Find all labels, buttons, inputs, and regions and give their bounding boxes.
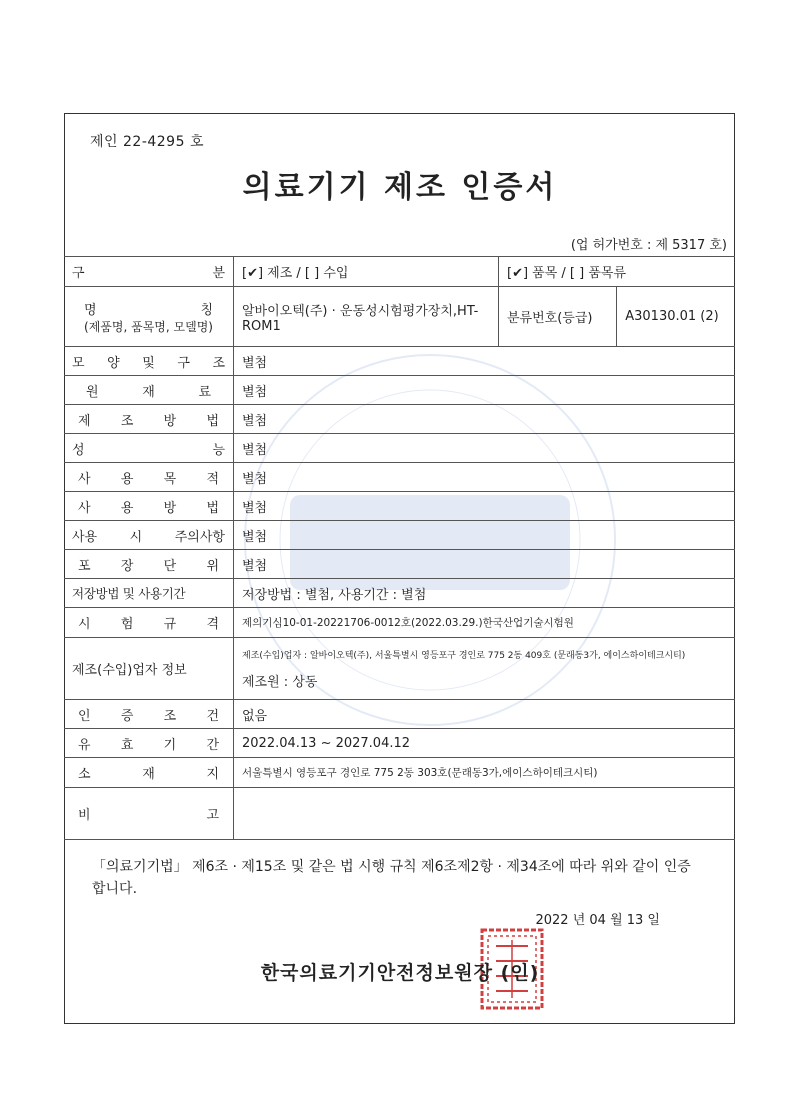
table-row — [64, 463, 735, 492]
item-checkbox-group: [✔] 품목 / [ ] 품목류 — [499, 257, 736, 287]
manufacture-checkbox-group: [✔] 제조 / [ ] 수입 — [234, 257, 499, 287]
row-label: 시 험 규 격 — [64, 608, 234, 638]
row-value: 별첨 — [234, 550, 736, 579]
row-label: 사 용 방 법 — [64, 492, 234, 521]
conditions-value: 없음 — [234, 700, 736, 729]
table-row — [64, 376, 735, 405]
manufacturer-line: 제조(수입)업자 : 알바이오텍(주), 서울특별시 영등포구 경인로 775 2동 409호 (문래동3가, 에이스하이테크시티) — [242, 650, 686, 661]
table-row-category — [64, 257, 735, 287]
certificate-number: 제인 22-4295 호 — [90, 134, 204, 150]
row-label: 사용 시 주의사항 — [64, 521, 234, 550]
row-value: 별첨 — [234, 492, 736, 521]
table-row — [64, 347, 735, 376]
row-value: 제의기심10-01-20221706-0012호(2022.03.29.)한국산업기술시험원 — [234, 608, 736, 638]
row-value: 별첨 — [234, 405, 736, 434]
table-row — [64, 788, 735, 840]
table-row — [64, 550, 735, 579]
row-label: 포 장 단 위 — [64, 550, 234, 579]
issue-date: 2022 년 04 월 13 일 — [535, 913, 660, 928]
table-row — [64, 492, 735, 521]
row-label: 유 효 기 간 — [64, 729, 234, 758]
row-label: 소 재 지 — [64, 758, 234, 788]
row-label: 인 증 조 건 — [64, 700, 234, 729]
row-value: 별첨 — [234, 521, 736, 550]
validity-value: 2022.04.13 ~ 2027.04.12 — [234, 729, 736, 758]
product-name-value: 알바이오텍(주) · 운동성시험평가장치,HT-ROM1 — [234, 287, 499, 347]
table-row — [64, 729, 735, 758]
permit-number: (업 허가번호 : 제 5317 호) — [570, 238, 727, 253]
table-row-name — [64, 287, 735, 347]
row-label: 모 양 및 구 조 — [64, 347, 234, 376]
certification-statement: 「의료기기법」 제6조 · 제15조 및 같은 법 시행 규칙 제6조제2항 · 제34조에 따라 위와 같이 인증합니다. — [92, 859, 691, 897]
certificate-table — [64, 256, 735, 840]
table-row — [64, 579, 735, 608]
table-row — [64, 608, 735, 638]
row-value: 별첨 — [234, 434, 736, 463]
row-value: 별첨 — [234, 347, 736, 376]
row-label: 성 능 — [64, 434, 234, 463]
table-row — [64, 758, 735, 788]
issuer-name: 한국의료기기안전정보원장 (인) — [260, 962, 540, 984]
label-manufacturer: 제조(수입)업자 정보 — [64, 638, 234, 700]
maker-line: 제조원 : 상동 — [242, 674, 318, 690]
row-label: 비 고 — [64, 788, 234, 840]
row-label: 제 조 방 법 — [64, 405, 234, 434]
row-value: 저장방법 : 별첨, 사용기간 : 별첨 — [234, 579, 736, 608]
classification-label: 분류번호(등급) — [499, 287, 617, 347]
row-label: 저장방법 및 사용기간 — [64, 579, 234, 608]
table-row — [64, 434, 735, 463]
row-value: 별첨 — [234, 463, 736, 492]
row-value: 별첨 — [234, 376, 736, 405]
remarks-value — [234, 788, 736, 840]
table-row — [64, 521, 735, 550]
table-row — [64, 700, 735, 729]
table-row — [64, 405, 735, 434]
page-title: 의료기기 제조 인증서 — [242, 170, 558, 205]
row-label: 사 용 목 적 — [64, 463, 234, 492]
table-row-manufacturer — [64, 638, 735, 700]
row-label: 원 재 료 — [64, 376, 234, 405]
classification-value: A30130.01 (2) — [617, 287, 735, 347]
location-value: 서울특별시 영등포구 경인로 775 2동 303호(문래동3가,에이스하이테크시티) — [234, 758, 736, 788]
label-name: 명 칭 (제품명, 품목명, 모델명) — [64, 287, 234, 347]
label-category: 구 분 — [64, 257, 234, 287]
manufacturer-info — [234, 638, 736, 700]
